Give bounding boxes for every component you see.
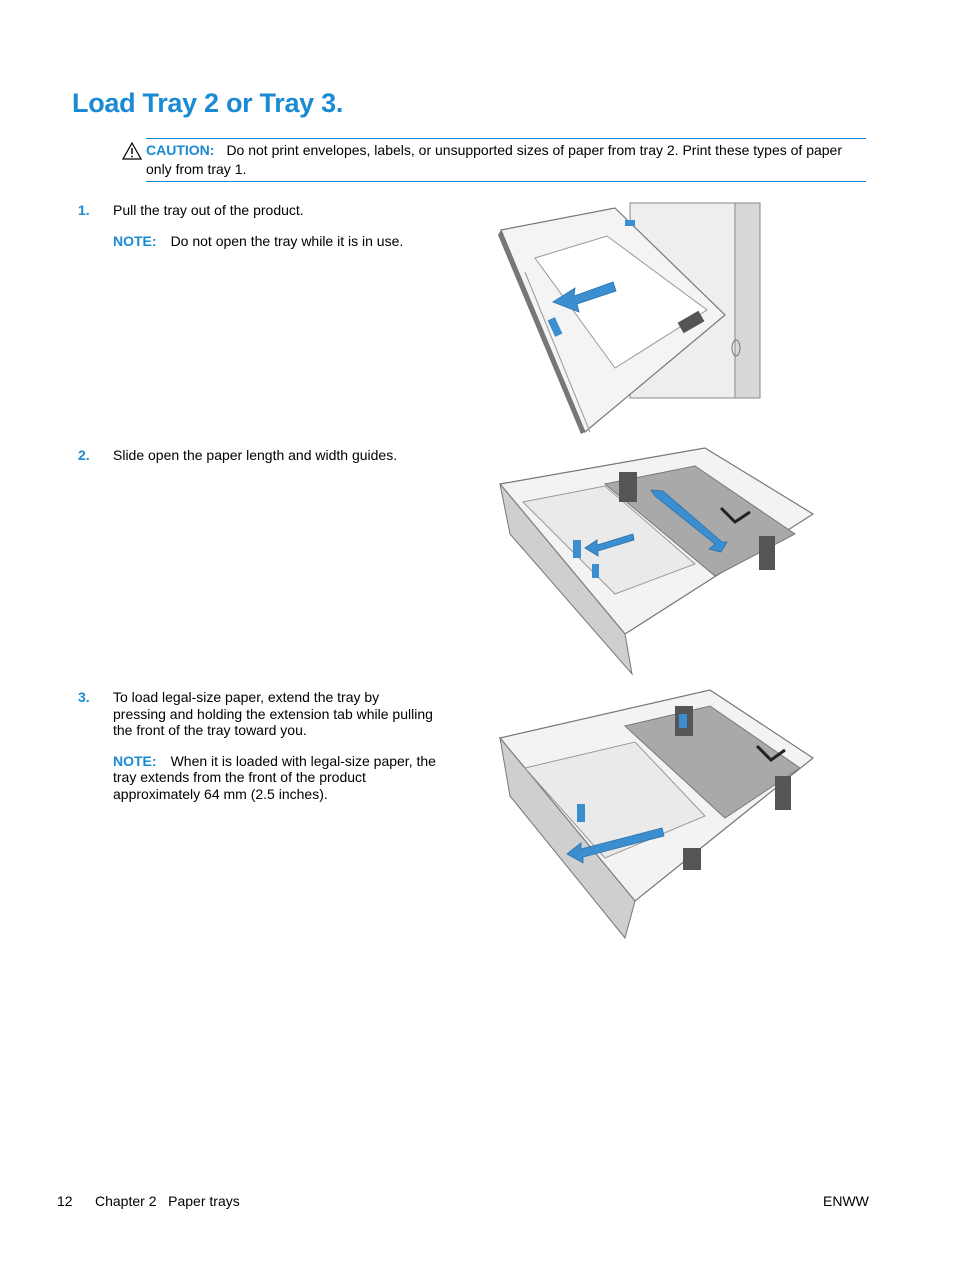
step-number: 3.: [78, 689, 90, 705]
step-text: Pull the tray out of the product.: [113, 202, 304, 218]
footer-page-number: 12: [57, 1193, 73, 1209]
note-text: Do not open the tray while it is in use.: [170, 232, 404, 249]
note-text: When it is loaded with legal-size paper, the tray extends from the front of the product approximately 64 mm (2.5 inches).: [113, 752, 436, 802]
footer-edition: ENWW: [823, 1193, 869, 1209]
step-2: [72, 447, 442, 464]
note-label: NOTE:: [113, 232, 157, 249]
step-number: 1.: [78, 202, 90, 218]
step-1: [72, 202, 442, 249]
footer-chapter: Chapter 2 Paper trays: [95, 1193, 240, 1209]
caution-box: [146, 138, 866, 182]
step-text: To load legal-size paper, extend the tray by pressing and holding the extension tab while pulling the front of the tray toward you.: [113, 689, 433, 738]
step-3: [72, 689, 442, 802]
caution-text: Do not print envelopes, labels, or unsupported sizes of paper from tray 2. Print these types of paper only from tray 1.: [146, 142, 842, 177]
slide-guides-illustration: [495, 444, 815, 676]
step-note: [113, 233, 443, 250]
step-text: Slide open the paper length and width guides.: [113, 447, 398, 463]
tray-pull-out-illustration: [495, 200, 765, 436]
extend-tray-illustration: [495, 686, 815, 940]
step-note: [113, 753, 443, 803]
warning-triangle-icon: [122, 142, 142, 165]
step-number: 2.: [78, 447, 90, 463]
page-title: Load Tray 2 or Tray 3.: [72, 88, 344, 118]
caution-label: CAUTION:: [146, 142, 215, 158]
note-label: NOTE:: [113, 752, 157, 769]
